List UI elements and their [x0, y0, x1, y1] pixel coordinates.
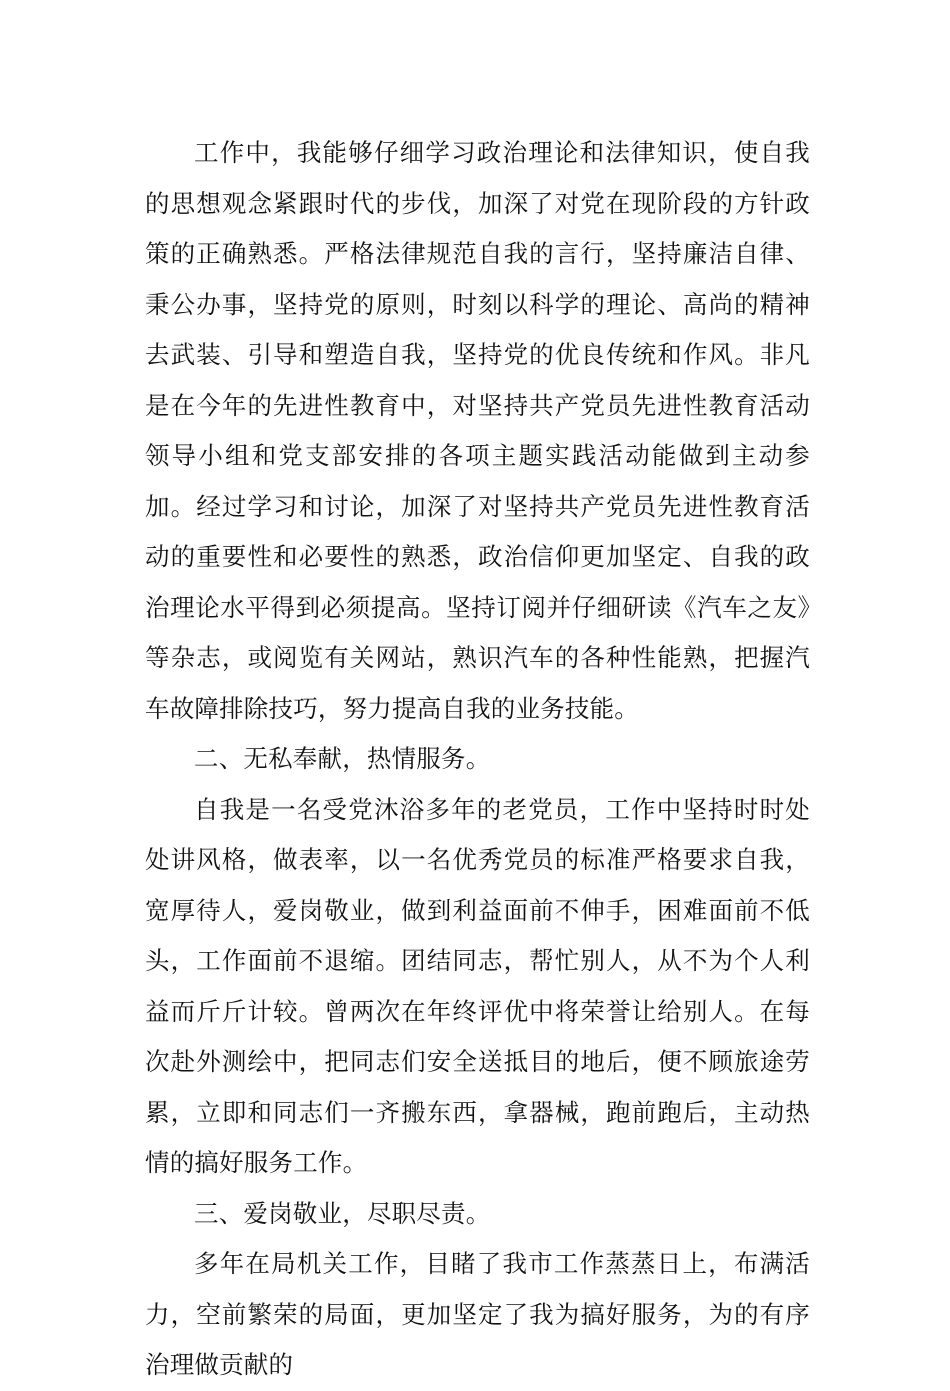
section-heading-selfless-dedication: 二、无私奉献，热情服务。	[194, 744, 491, 773]
paragraph-political-study: 工作中，我能够仔细学习政治理论和法律知识，使自我的思想观念紧跟时代的步伐，加深了对党在现阶段的方针政策的正确熟悉。严格法律规范自我的言行，坚持廉洁自律、秉公办事，坚持党的原则，时刻以科学的理论、高尚的精神去武装、引导和塑造自我，坚持党的优良传统和作风。非凡是在今年的先进性教育中，对坚持共产党员先进性教育活动领导小组和党支部安排的各项主题实践活动能做到主动参加。经过学习和讨论，加深了对坚持共产党员先进性教育活动的重要性和必要性的熟悉，政治信仰更加坚定、自我的政治理论水平得到必须提高。坚持订阅并仔细研读《汽车之友》等杂志，或阅览有关网站，熟识汽车的各种性能熟，把握汽车故障排除技巧，努力提高自我的业务技能。	[145, 138, 810, 723]
paragraph-office-work: 多年在局机关工作，目睹了我市工作蒸蒸日上，布满活力，空前繁荣的局面，更加坚定了我为搞好服务，为的有序治理做贡献的	[145, 1249, 810, 1379]
document-body	[145, 128, 810, 1391]
paragraph-veteran-member: 自我是一名受党沐浴多年的老党员，工作中坚持时时处处讲风格，做表率，以一名优秀党员的标准严格要求自我，宽厚待人，爱岗敬业，做到利益面前不伸手，困难面前不低头，工作面前不退缩。团结同志，帮忙别人，从不为个人利益而斤斤计较。曾两次在年终评优中将荣誉让给别人。在每次赴外测绘中，把同志们安全送抵目的地后，便不顾旅途劳累，立即和同志们一齐搬东西，拿器械，跑前跑后，主动热情的搞好服务工作。	[145, 794, 810, 1177]
section-heading-dedication-to-work: 三、爱岗敬业，尽职尽责。	[194, 1198, 491, 1228]
